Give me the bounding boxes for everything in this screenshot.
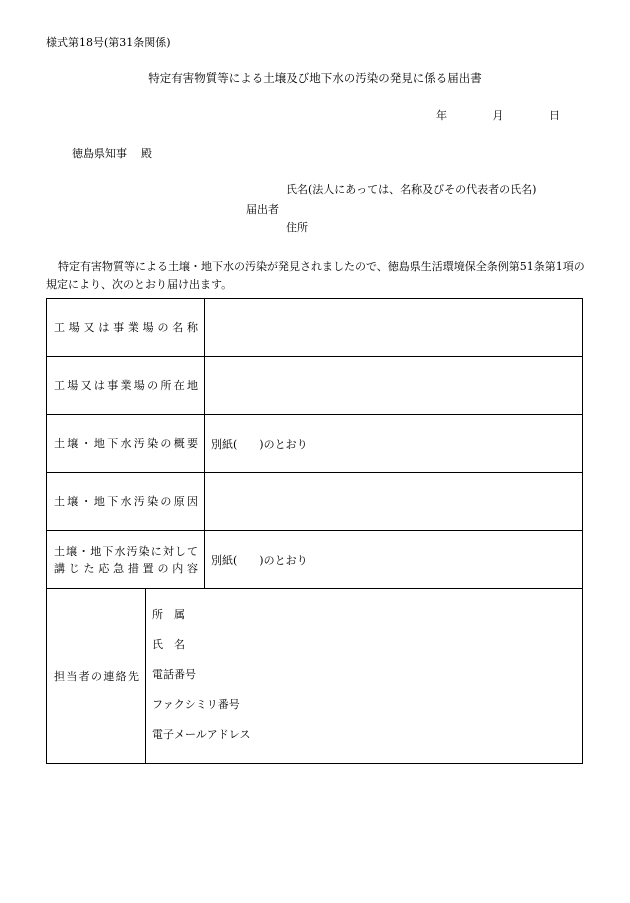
table-row xyxy=(47,415,583,473)
submitter-role-label: 届出者 xyxy=(246,203,279,216)
contact-name-label: 氏 名 xyxy=(152,638,185,651)
form-number: 様式第18号(第31条関係) xyxy=(46,36,171,49)
contact-subtable xyxy=(47,589,582,763)
contamination-cause-value[interactable] xyxy=(205,473,583,531)
contact-dept-label: 所 属 xyxy=(152,608,185,621)
body-text xyxy=(46,258,586,294)
factory-location-label: 工場又は事業場の所在地 xyxy=(54,379,198,392)
date-line xyxy=(414,110,560,121)
factory-name-value[interactable] xyxy=(205,299,583,357)
table-row xyxy=(47,357,583,415)
contact-fax-label: ファクシミリ番号 xyxy=(152,698,240,711)
date-month: 月 xyxy=(492,109,504,122)
date-day: 日 xyxy=(549,109,560,122)
addressee-name: 徳島県知事 xyxy=(72,147,127,160)
factory-location-value[interactable] xyxy=(205,357,583,415)
table-row xyxy=(47,473,583,531)
emergency-measures-label-line2: 講じた応急措置の内容 xyxy=(54,561,198,575)
factory-name-label: 工場又は事業場の名称 xyxy=(54,321,198,334)
contact-items xyxy=(146,589,583,763)
table-row xyxy=(47,531,583,589)
document-title: 特定有害物質等による土壌及び地下水の汚染の発見に係る届出書 xyxy=(148,71,482,85)
submitter-name-label: 氏名(法人にあっては、名称及びその代表者の氏名) xyxy=(286,183,537,196)
row-label xyxy=(47,415,205,473)
contact-label xyxy=(47,589,146,763)
contact-cell xyxy=(47,589,583,764)
row-label xyxy=(47,473,205,531)
contamination-summary-label: 土壌・地下水汚染の概要 xyxy=(54,437,198,450)
emergency-measures-label-line1: 土壌・地下水汚染に対して xyxy=(54,544,198,558)
row-label xyxy=(47,299,205,357)
row-label xyxy=(47,531,205,589)
contact-email-label: 電子メールアドレス xyxy=(152,728,251,741)
submitter-address-label: 住所 xyxy=(286,221,308,234)
contamination-cause-label: 土壌・地下水汚染の原因 xyxy=(54,495,198,508)
addressee xyxy=(72,148,152,159)
contact-label-text: 担当者の連絡先 xyxy=(54,669,139,683)
body-text-content: 特定有害物質等による土壌・地下水の汚染が発見されましたので、徳島県生活環境保全条例第51条第1項の規定により、次のとおり届け出ます。 xyxy=(46,260,585,291)
report-table xyxy=(46,298,583,764)
contact-phone-label: 電話番号 xyxy=(152,668,196,681)
contamination-summary-value[interactable]: 別紙( )のとおり xyxy=(205,415,583,473)
table-row xyxy=(47,589,583,764)
date-year: 年 xyxy=(436,109,447,122)
table-row xyxy=(47,299,583,357)
row-label xyxy=(47,357,205,415)
addressee-honorific: 殿 xyxy=(141,147,152,160)
emergency-measures-value[interactable]: 別紙( )のとおり xyxy=(205,531,583,589)
